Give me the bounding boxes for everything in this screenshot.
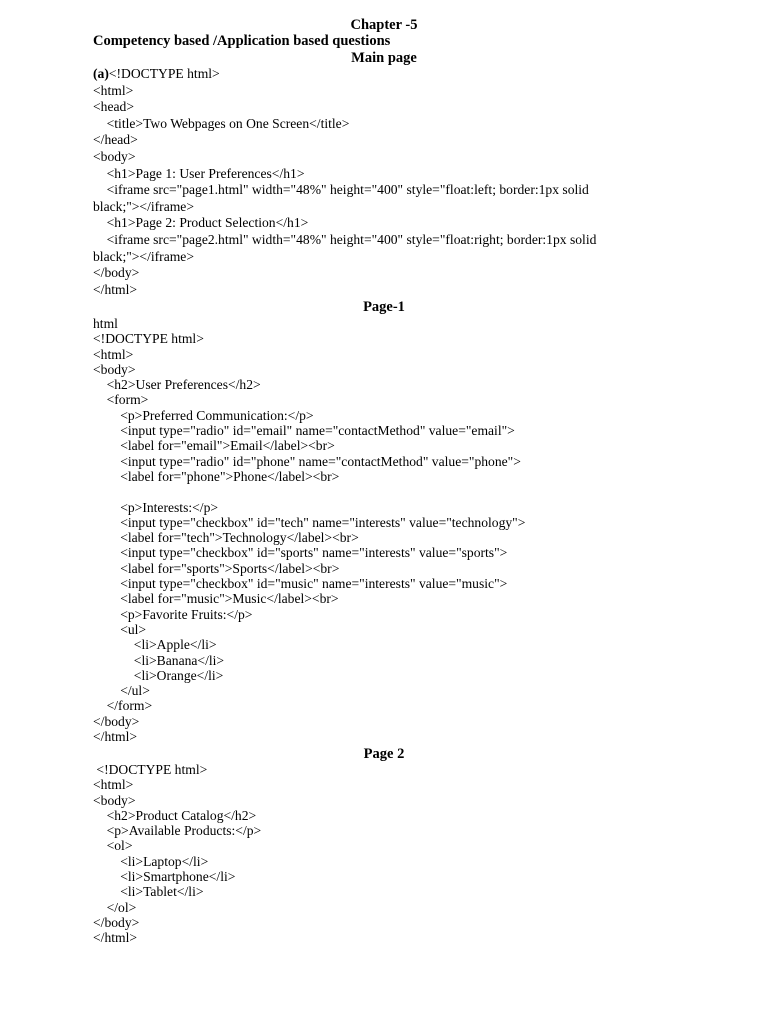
code-line	[93, 83, 653, 100]
code-text: </html>	[93, 729, 138, 745]
code-line	[93, 132, 653, 149]
code-text: <h2>Product Catalog</h2>	[93, 807, 257, 823]
code-text: black;"></iframe>	[93, 198, 195, 214]
code-line	[93, 838, 653, 853]
code-text: </body>	[93, 265, 140, 281]
code-text: <html>	[93, 777, 134, 793]
section-title: Competency based /Application based questions	[93, 33, 391, 49]
code-text: <body>	[93, 792, 136, 808]
code-text: <!DOCTYPE html>	[93, 762, 208, 777]
code-text: <body>	[93, 361, 136, 377]
code-text: </head>	[93, 132, 138, 148]
code-line	[93, 116, 653, 133]
page2-heading: Page 2	[363, 746, 405, 762]
code-line	[93, 869, 653, 884]
code-text: </ul>	[93, 683, 150, 699]
code-line	[93, 182, 653, 199]
code-text: <ul>	[93, 621, 147, 637]
code-text: <h1>Page 1: User Preferences</h1>	[93, 165, 305, 181]
code-text: <html>	[93, 82, 134, 98]
code-line	[93, 714, 653, 729]
code-line	[93, 930, 653, 945]
code-line	[93, 576, 653, 591]
code-line	[93, 423, 653, 438]
code-line	[93, 166, 653, 183]
code-text: <p>Favorite Fruits:</p>	[93, 606, 253, 622]
code-line	[93, 500, 653, 515]
main-page-heading: Main page	[351, 50, 417, 66]
code-line	[93, 729, 653, 744]
chapter-title: Chapter -5	[350, 17, 418, 33]
code-text: <!DOCTYPE html>	[93, 331, 204, 347]
code-line	[93, 823, 653, 838]
code-text: </ol>	[93, 899, 137, 915]
code-text: <p>Preferred Communication:</p>	[93, 407, 314, 423]
code-text: html	[93, 316, 118, 331]
code-line	[93, 438, 653, 453]
code-line	[93, 622, 653, 637]
code-line	[93, 392, 653, 407]
code-line	[93, 515, 653, 530]
code-line	[93, 762, 653, 777]
code-line	[93, 530, 653, 545]
code-line	[93, 215, 653, 232]
code-line	[93, 884, 653, 899]
code-text: <li>Smartphone</li>	[93, 869, 236, 885]
code-text: <iframe src="page2.html" width="48%" height="400" style="float:right; border:1px solid	[93, 231, 597, 247]
code-text: <p>Available Products:</p>	[93, 823, 262, 839]
code-line	[93, 232, 653, 249]
code-text: <html>	[93, 346, 134, 362]
code-text: <head>	[93, 99, 134, 115]
code-text: <label for="email">Email</label><br>	[93, 438, 335, 454]
code-line	[93, 915, 653, 930]
code-text: <!DOCTYPE html>	[108, 66, 220, 81]
code-line	[93, 149, 653, 166]
code-text: <input type="radio" id="phone" name="contactMethod" value="phone">	[93, 453, 521, 469]
code-line	[93, 66, 653, 83]
code-line	[93, 653, 653, 668]
code-text: </form>	[93, 698, 153, 714]
code-text: </html>	[93, 281, 138, 297]
code-text: <input type="checkbox" id="music" name="interests" value="music">	[93, 576, 508, 592]
page1-heading: Page-1	[363, 299, 405, 315]
code-text: <li>Apple</li>	[93, 637, 217, 653]
page2-code	[93, 762, 653, 946]
code-text: </body>	[93, 914, 140, 930]
code-text: <iframe src="page1.html" width="48%" height="400" style="float:left; border:1px solid	[93, 182, 589, 198]
code-line	[93, 331, 653, 346]
code-line	[93, 99, 653, 116]
code-line	[93, 265, 653, 282]
code-line	[93, 484, 653, 499]
code-text: </html>	[93, 930, 138, 946]
code-text: <ol>	[93, 838, 133, 854]
code-text	[93, 484, 96, 499]
code-line	[93, 561, 653, 576]
code-line	[93, 362, 653, 377]
code-text: <label for="phone">Phone</label><br>	[93, 468, 340, 484]
code-text: </body>	[93, 713, 140, 729]
code-line	[93, 316, 653, 331]
code-line	[93, 668, 653, 683]
code-line	[93, 854, 653, 869]
code-text: <input type="checkbox" id="sports" name="interests" value="sports">	[93, 545, 508, 561]
code-line	[93, 900, 653, 915]
code-line	[93, 454, 653, 469]
code-line	[93, 777, 653, 792]
code-line	[93, 199, 653, 216]
code-text: <form>	[93, 392, 149, 408]
question-label: (a)	[93, 66, 109, 81]
code-line	[93, 793, 653, 808]
code-text: <li>Laptop</li>	[93, 853, 209, 869]
code-line	[93, 698, 653, 713]
code-text: <li>Banana</li>	[93, 652, 225, 668]
code-line	[93, 607, 653, 622]
code-line	[93, 282, 653, 299]
code-text: <label for="tech">Technology</label><br>	[93, 530, 359, 546]
code-line	[93, 249, 653, 266]
code-line	[93, 377, 653, 392]
code-line	[93, 591, 653, 606]
code-line	[93, 347, 653, 362]
main-page-code	[93, 66, 653, 298]
code-text: <h1>Page 2: Product Selection</h1>	[93, 215, 309, 231]
code-text: <h2>User Preferences</h2>	[93, 377, 261, 393]
code-text: <title>Two Webpages on One Screen</title>	[93, 115, 350, 131]
code-text: <input type="checkbox" id="tech" name="interests" value="technology">	[93, 514, 526, 530]
code-line	[93, 469, 653, 484]
code-line	[93, 408, 653, 423]
code-line	[93, 683, 653, 698]
code-text: <input type="radio" id="email" name="contactMethod" value="email">	[93, 423, 515, 439]
code-text: <label for="music">Music</label><br>	[93, 591, 339, 607]
code-line	[93, 637, 653, 652]
code-line	[93, 808, 653, 823]
code-text: <label for="sports">Sports</label><br>	[93, 560, 340, 576]
code-text: black;"></iframe>	[93, 248, 195, 264]
page1-code	[93, 316, 653, 744]
code-text: <li>Tablet</li>	[93, 884, 204, 900]
code-text: <li>Orange</li>	[93, 667, 224, 683]
code-text: <body>	[93, 148, 136, 164]
code-text: <p>Interests:</p>	[93, 499, 219, 515]
code-line	[93, 545, 653, 560]
